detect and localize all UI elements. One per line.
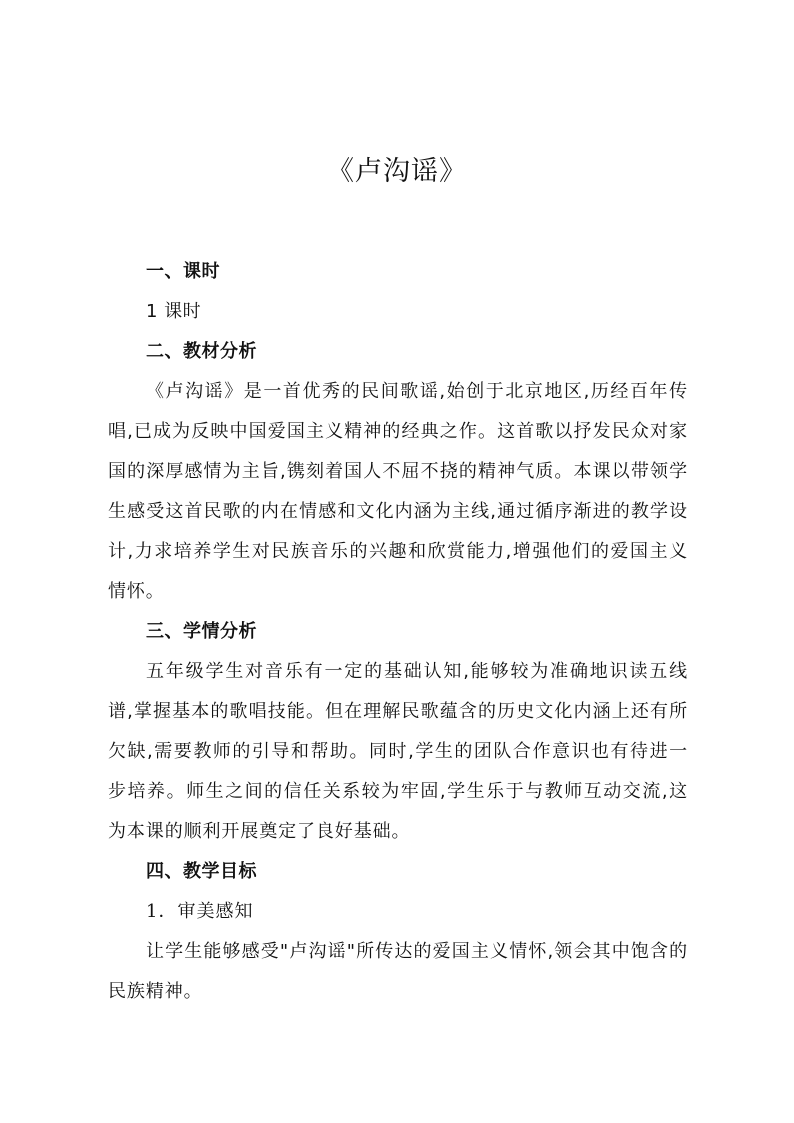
section-teaching-goals — [108, 852, 688, 1012]
section-heading: 二、教材分析 — [146, 341, 257, 362]
class-hours-text: 1 课时 — [146, 301, 202, 322]
section-class-hours — [108, 252, 688, 332]
document-title: 《卢沟谣》 — [327, 156, 467, 187]
document-body — [108, 252, 688, 1012]
section-heading: 三、学情分析 — [146, 621, 257, 642]
teaching-goal-paragraph: 让学生能够感受"卢沟谣"所传达的爱国主义情怀,领会其中饱含的民族精神。 — [108, 941, 688, 1002]
section-textbook-analysis — [108, 332, 688, 612]
goal-subheading: 1．审美感知 — [146, 901, 254, 922]
student-analysis-paragraph: 五年级学生对音乐有一定的基础认知,能够较为准确地识读五线谱,掌握基本的歌唱技能。但在理解民歌蕴含的历史文化内涵上还有所欠缺,需要教师的引导和帮助。同时,学生的团队合作意识也有待进一步培养。师生之间的信任关系较为牢固,学生乐于与教师互动交流,这为本课的顺利开展奠定了良好基础。 — [108, 661, 688, 842]
textbook-analysis-paragraph: 《卢沟谣》是一首优秀的民间歌谣,始创于北京地区,历经百年传唱,已成为反映中国爱国主义精神的经典之作。这首歌以抒发民众对家国的深厚感情为主旨,镌刻着国人不屈不挠的精神气质。本课以带领学生感受这首民歌的内在情感和文化内涵为主线,通过循序渐进的教学设计,力求培养学生对民族音乐的兴趣和欣赏能力,增强他们的爱国主义情怀。 — [108, 381, 688, 602]
section-heading: 一、课时 — [146, 261, 220, 282]
section-student-analysis — [108, 612, 688, 852]
section-heading: 四、教学目标 — [146, 861, 257, 882]
